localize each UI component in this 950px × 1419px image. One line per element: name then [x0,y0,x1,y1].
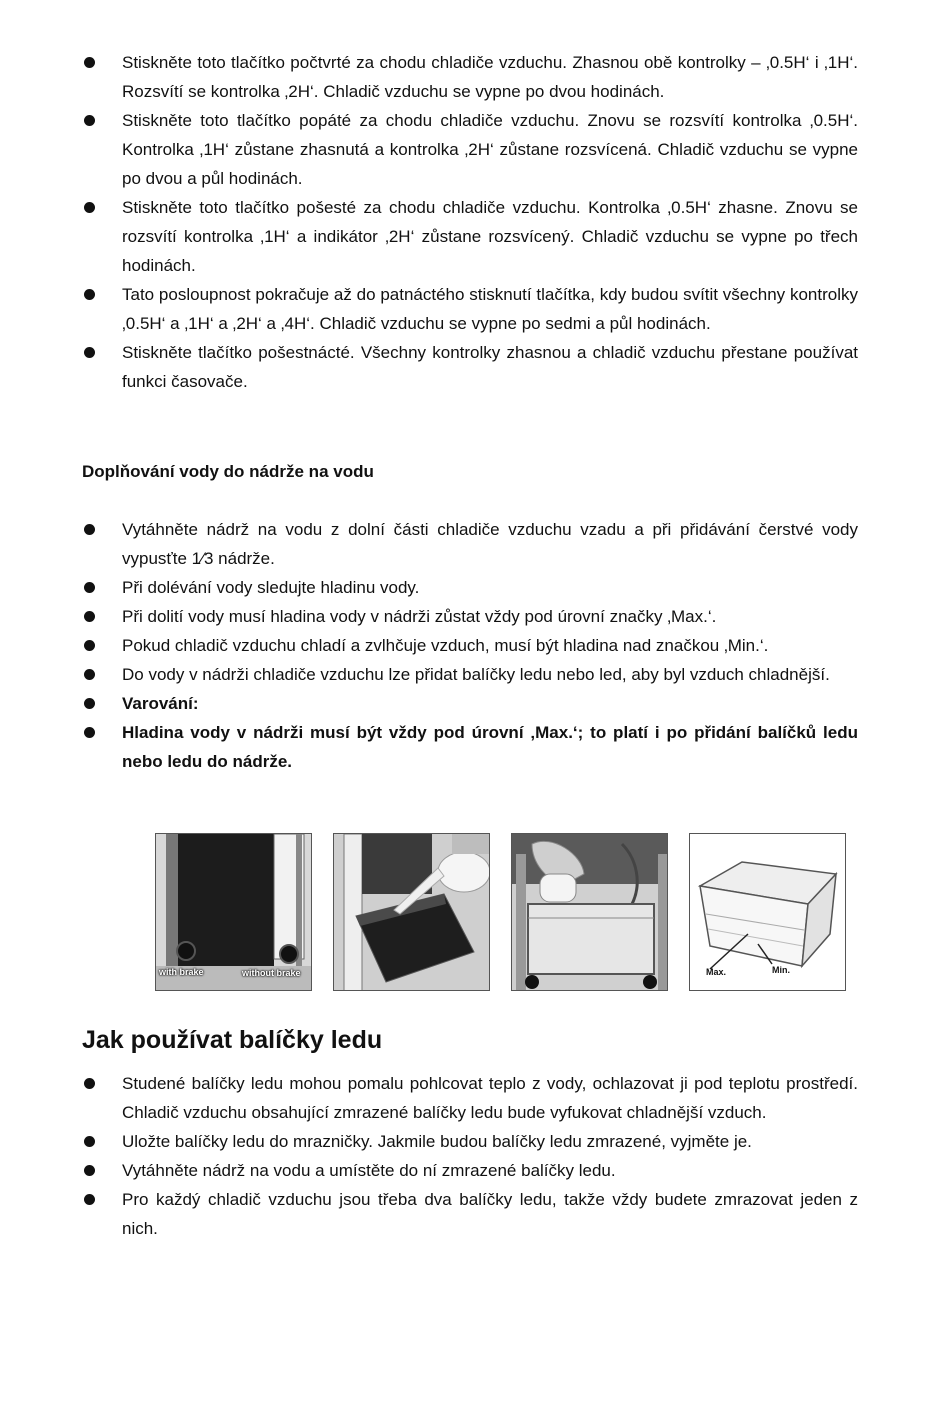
bullet-icon [84,669,95,680]
bullet-icon [84,611,95,622]
list-item [82,660,858,689]
ice-packs-heading: Jak používat balíčky ledu [82,1026,383,1054]
caption-max: Max. [706,967,727,977]
list-item [82,338,858,396]
list-item-text: Pokud chladič vzduchu chladí a zvlhčuje vzduch, musí být hladina nad značkou ‚Min.‘. [122,636,769,655]
warning-text-item [82,718,858,776]
list-item-text: Vytáhněte nádrž na vodu a umístěte do ní zmrazené balíčky ledu. [122,1161,616,1180]
instruction-photos [155,833,859,993]
list-item-text: Do vody v nádrži chladiče vzduchu lze přidat balíčky ledu nebo led, aby byl vzduch chladnější. [122,665,830,684]
caption-without-brake: without brake [242,968,301,978]
photo-tank-marks [689,833,846,991]
bullet-icon [84,202,95,213]
water-refill-list [82,515,858,776]
bullet-icon [84,289,95,300]
list-item [82,106,858,193]
warning-label: Varování: [122,694,199,713]
list-item-text: Uložte balíčky ledu do mrazničky. Jakmile budou balíčky ledu zmrazené, vyjměte je. [122,1132,752,1151]
list-item-text: Pro každý chladič vzduchu jsou třeba dva balíčky ledu, takže vždy budete zmrazovat jeden z nich. [122,1190,858,1238]
ice-packs-list [82,1069,858,1243]
bullet-icon [84,115,95,126]
timer-steps-list [82,48,858,396]
bullet-icon [84,698,95,709]
bullet-icon [84,582,95,593]
warning-label-item [82,689,858,718]
warning-text: Hladina vody v nádrži musí být vždy pod úrovní ‚Max.‘; to platí i po přidání balíčků ledu nebo ledu do nádrže. [122,723,858,771]
list-item [82,631,858,660]
photo-ice-pack [511,833,668,991]
caption-min: Min. [772,965,790,975]
bullet-icon [84,640,95,651]
list-item [82,1185,858,1243]
list-item [82,280,858,338]
list-item [82,1156,858,1185]
list-item [82,1127,858,1156]
list-item-text: Stiskněte toto tlačítko popáté za chodu chladiče vzduchu. Znovu se rozsvítí kontrolka ‚0.5H‘. Kontrolka ‚1H‘ zůstane zhasnutá a kontrolka ‚2H‘ zůstane rozsvícená. Chladič vzduchu se vypne po dvou a půl hodinách. [122,111,858,188]
list-item-text: Při dolití vody musí hladina vody v nádrži zůstat vždy pod úrovní značky ‚Max.‘. [122,607,717,626]
photo-pouring-water [333,833,490,991]
list-item [82,48,858,106]
bullet-icon [84,57,95,68]
photo-wheels-brake [155,833,312,991]
list-item-text: Vytáhněte nádrž na vodu z dolní části chladiče vzduchu vzadu a při přidávání čerstvé vody vypusťte 1⁄3 nádrže. [122,520,858,568]
list-item-text: Stiskněte tlačítko pošestnácté. Všechny kontrolky zhasnou a chladič vzduchu přestane používat funkci časovače. [122,343,858,391]
list-item [82,193,858,280]
list-item [82,515,858,573]
list-item [82,1069,858,1127]
list-item-text: Stiskněte toto tlačítko počtvrté za chodu chladiče vzduchu. Zhasnou obě kontrolky – ‚0.5H‘ i ‚1H‘. Rozsvítí se kontrolka ‚2H‘. Chladič vzduchu se vypne po dvou hodinách. [122,53,858,101]
list-item-text: Stiskněte toto tlačítko pošesté za chodu chladiče vzduchu. Kontrolka ‚0.5H‘ zhasne. Znovu se rozsvítí kontrolka ‚1H‘ a indikátor ‚2H‘ zůstane rozsvícený. Chladič vzduchu se vypne po třech hodinách. [122,198,858,275]
list-item-text: Při dolévání vody sledujte hladinu vody. [122,578,420,597]
water-refill-heading: Doplňování vody do nádrže na vodu [82,462,374,481]
bullet-icon [84,1165,95,1176]
pouring-illustration [334,834,490,991]
list-item-text: Studené balíčky ledu mohou pomalu pohlcovat teplo z vody, ochlazovat ji pod teplotu prostředí. Chladič vzduchu obsahující zmrazené balíčky ledu bude vyfukovat chladnější vzduch. [122,1074,858,1122]
list-item [82,573,858,602]
list-item [82,602,858,631]
bullet-icon [84,347,95,358]
bullet-icon [84,524,95,535]
bullet-icon [84,1194,95,1205]
bullet-icon [84,727,95,738]
bullet-icon [84,1078,95,1089]
caption-with-brake: with brake [159,967,204,977]
list-item-text: Tato posloupnost pokračuje až do patnáctého stisknutí tlačítka, kdy budou svítit všechny kontrolky ‚0.5H‘ a ‚1H‘ a ‚2H‘ a ‚4H‘. Chladič vzduchu se vypne po sedmi a půl hodinách. [122,285,858,333]
bullet-icon [84,1136,95,1147]
ice-pack-illustration [512,834,668,991]
